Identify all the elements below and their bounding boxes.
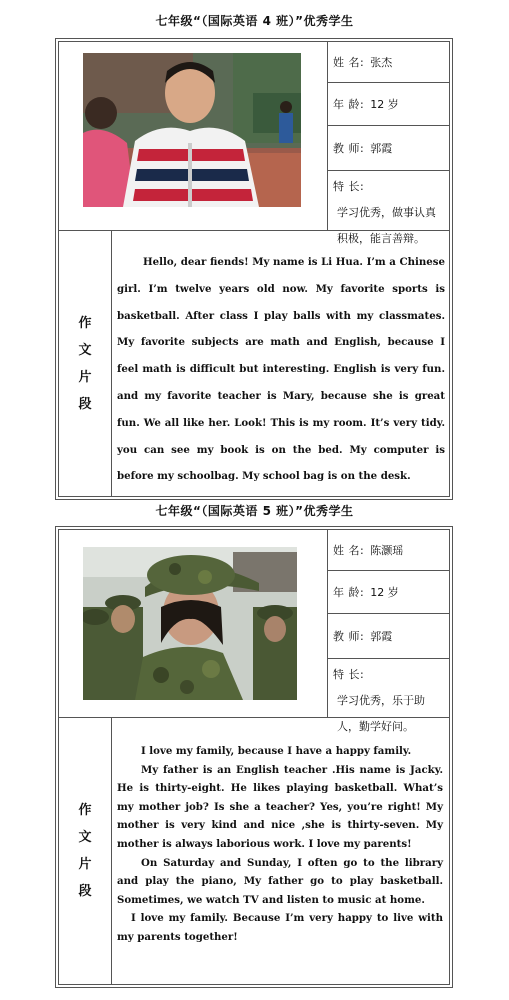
essay-label-char: 作 (78, 315, 92, 331)
field-value: 郭霞 (370, 630, 393, 643)
student-photo-zhang-jie (83, 53, 301, 207)
essay-label-char: 片 (78, 369, 92, 385)
essay-paragraph: My father is an English teacher .His name is Jacky. He is thirty-eight. He likes playing basketball. What’s my mother job? Is she a teacher? Yes, you’re right! My mother is very kind and nice ,she is thirty-seven. My mother is always laborious work. I love my parents! (117, 763, 443, 850)
field-value: 12 岁 (370, 586, 399, 599)
field-value: 学习优秀，做事认真积极，能言善辩。 (337, 206, 436, 245)
essay-paragraph: I love my family, because I have a happy family. (141, 745, 412, 757)
essay-label-char: 片 (78, 857, 92, 872)
student-card-class-5 (55, 526, 453, 988)
info-row-age (327, 83, 449, 126)
info-row-teacher (327, 126, 449, 171)
essay-paragraph: On Saturday and Sunday, I often go to the library and play the piano, My father go to play basketball. Sometimes, we watch TV and listen to music at home. (117, 856, 443, 906)
essay-label-char: 文 (78, 342, 92, 358)
essay-label-char: 段 (78, 396, 92, 412)
essay-paragraph: I love my family. Because I’m very happy to live with my parents together! (117, 912, 443, 943)
photo-cell (59, 42, 328, 230)
info-row-specialty (327, 171, 449, 245)
section-title-class-5: 七年级“（国际英语 5 班）”优秀学生 (155, 504, 354, 518)
essay-label-char: 作 (78, 803, 92, 818)
essay-label (59, 717, 112, 984)
field-label: 姓 名: (333, 544, 365, 557)
essay-label-char: 文 (78, 830, 92, 845)
field-label: 特 长: (333, 668, 365, 681)
field-value: 12 岁 (370, 98, 399, 111)
photo-cell (59, 530, 328, 717)
field-value: 郭霞 (370, 142, 393, 155)
field-label: 年 龄: (333, 98, 365, 111)
info-row-specialty (327, 659, 449, 733)
essay-text (111, 718, 449, 947)
essay-label-char: 段 (78, 884, 92, 899)
essay-cell (111, 230, 449, 496)
section-title-class-4: 七年级“（国际英语 4 班）”优秀学生 (155, 14, 354, 28)
field-label: 姓 名: (333, 56, 365, 69)
info-row-age (327, 571, 449, 614)
field-value: 张杰 (370, 56, 393, 69)
student-photo-chen-xiyao (83, 547, 297, 700)
info-row-name (327, 530, 449, 571)
info-row-name (327, 42, 449, 83)
essay-label (59, 230, 112, 496)
field-label: 教 师: (333, 142, 365, 155)
essay-text (111, 231, 449, 490)
field-label: 年 龄: (333, 586, 365, 599)
field-value: 陈灏瑶 (370, 544, 404, 557)
info-row-teacher (327, 614, 449, 659)
essay-paragraph: Hello, dear fiends! My name is Li Hua. I’m a Chinese girl. I’m twelve years old now. My favorite sports is basketball. After class I play balls with my classmates. My favorite subjects are math and English, because I feel math is difficult but interesting. English is very fun. and my favorite teacher is Mary, because she is great fun. We all like her. Look! This is my room. It’s very tidy. you can see my book is on the bed. My computer is before my schoolbag. My school bag is on the desk. (117, 256, 445, 483)
field-label: 教 师: (333, 630, 365, 643)
field-value: 学习优秀，乐于助人，勤学好问。 (337, 694, 425, 733)
field-label: 特 长: (333, 180, 365, 193)
essay-cell (111, 717, 449, 984)
student-card-class-4 (55, 38, 453, 500)
